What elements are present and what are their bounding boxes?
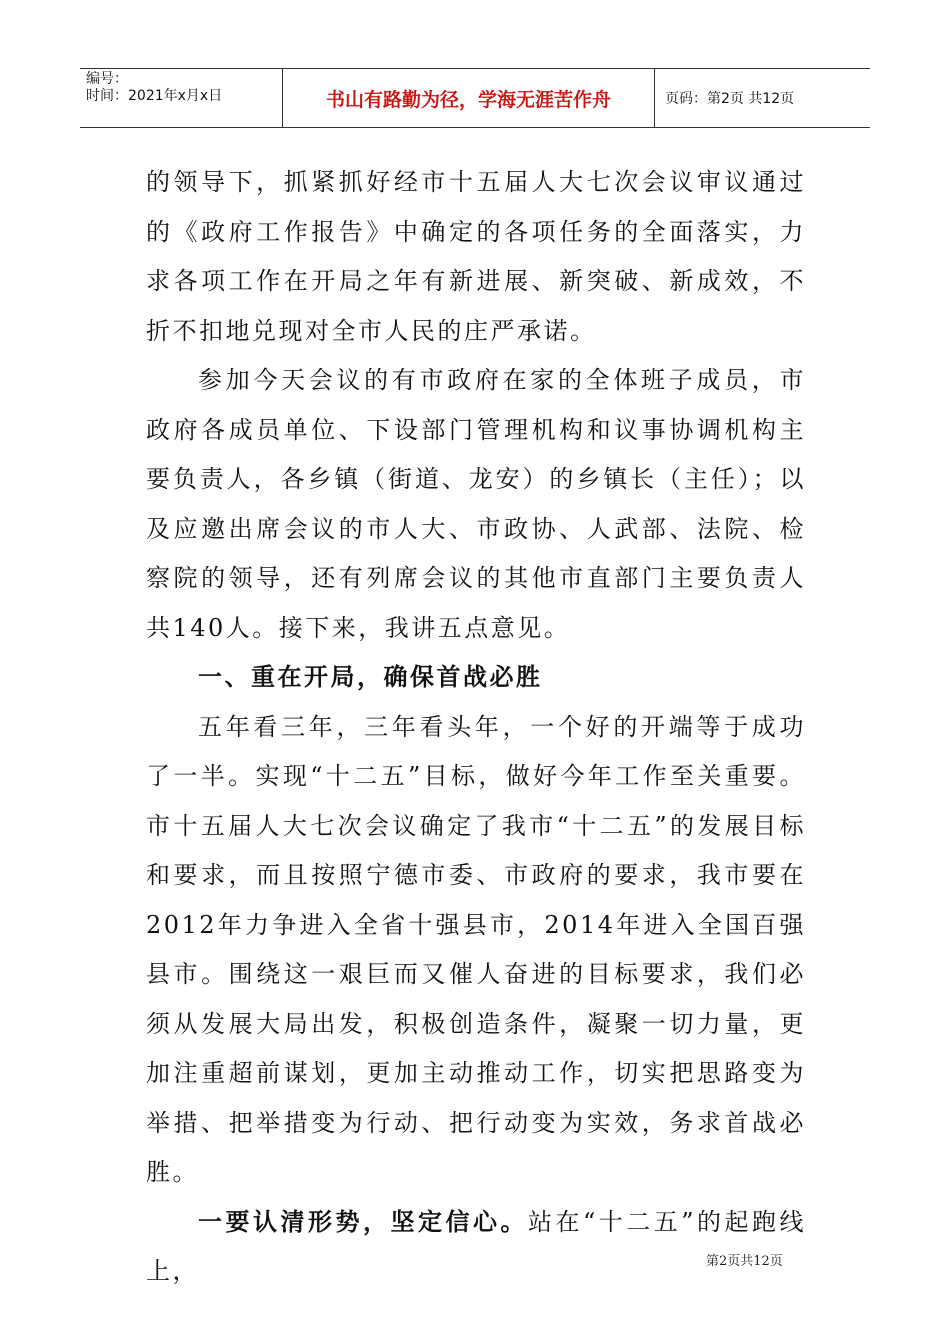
paragraph-section-intro: 五年看三年，三年看头年，一个好的开端等于成功了一半。实现“十二五”目标，做好今年工作至关重要。市十五届人大七次会议确定了我市“十二五”的发展目标和要求，而且按照宁德市委、市政府的要求，我市要在2012年力争进入全省十强县市，2014年进入全国百强县市。围绕这一艰巨而又催人奋进的目标要求，我们必须从发展大局出发，积极创造条件，凝聚一切力量，更加注重超前谋划，更加主动推动工作，切实把思路变为举措、把举措变为行动、把行动变为实效，务求首战必胜。: [146, 712, 806, 1186]
page-footer: 第2页共12页: [706, 1254, 783, 1269]
section-heading: 一、重在开局，确保首战必胜: [198, 663, 543, 691]
paragraph-continuation: 的领导下，抓紧抓好经市十五届人大七次会议审议通过的《政府工作报告》中确定的各项任务的全面落实，力求各项工作在开局之年有新进展、新突破、新成效，不折不扣地兑现对全市人民的庄严承诺。: [146, 168, 806, 345]
header-motto: 书山有路勤为径，学海无涯苦作舟: [283, 69, 655, 127]
point-one-lead: 一要认清形势，坚定信心。: [198, 1207, 528, 1236]
header-meta-cell: [80, 69, 283, 127]
paragraph-attendees: 参加今天会议的有市政府在家的全体班子成员，市政府各成员单位、下设部门管理机构和议事协调机构主要负责人，各乡镇（街道、龙安）的乡镇长（主任）；以及应邀出席会议的市人大、市政协、人武部、法院、检察院的领导，还有列席会议的其他市直部门主要负责人共140人。接下来，我讲五点意见。: [146, 366, 806, 642]
document-number-label: 编号：: [86, 71, 128, 87]
document-body: [146, 158, 806, 1297]
header-page-info: 页码：第2页 共12页: [665, 91, 795, 107]
document-date-label: 时间：2021年x月x日: [86, 88, 223, 104]
point-one-text: 站在“十二五”的起跑线上，: [146, 1207, 807, 1285]
paragraph-point-one: [146, 1198, 806, 1297]
document-header: [80, 68, 870, 128]
